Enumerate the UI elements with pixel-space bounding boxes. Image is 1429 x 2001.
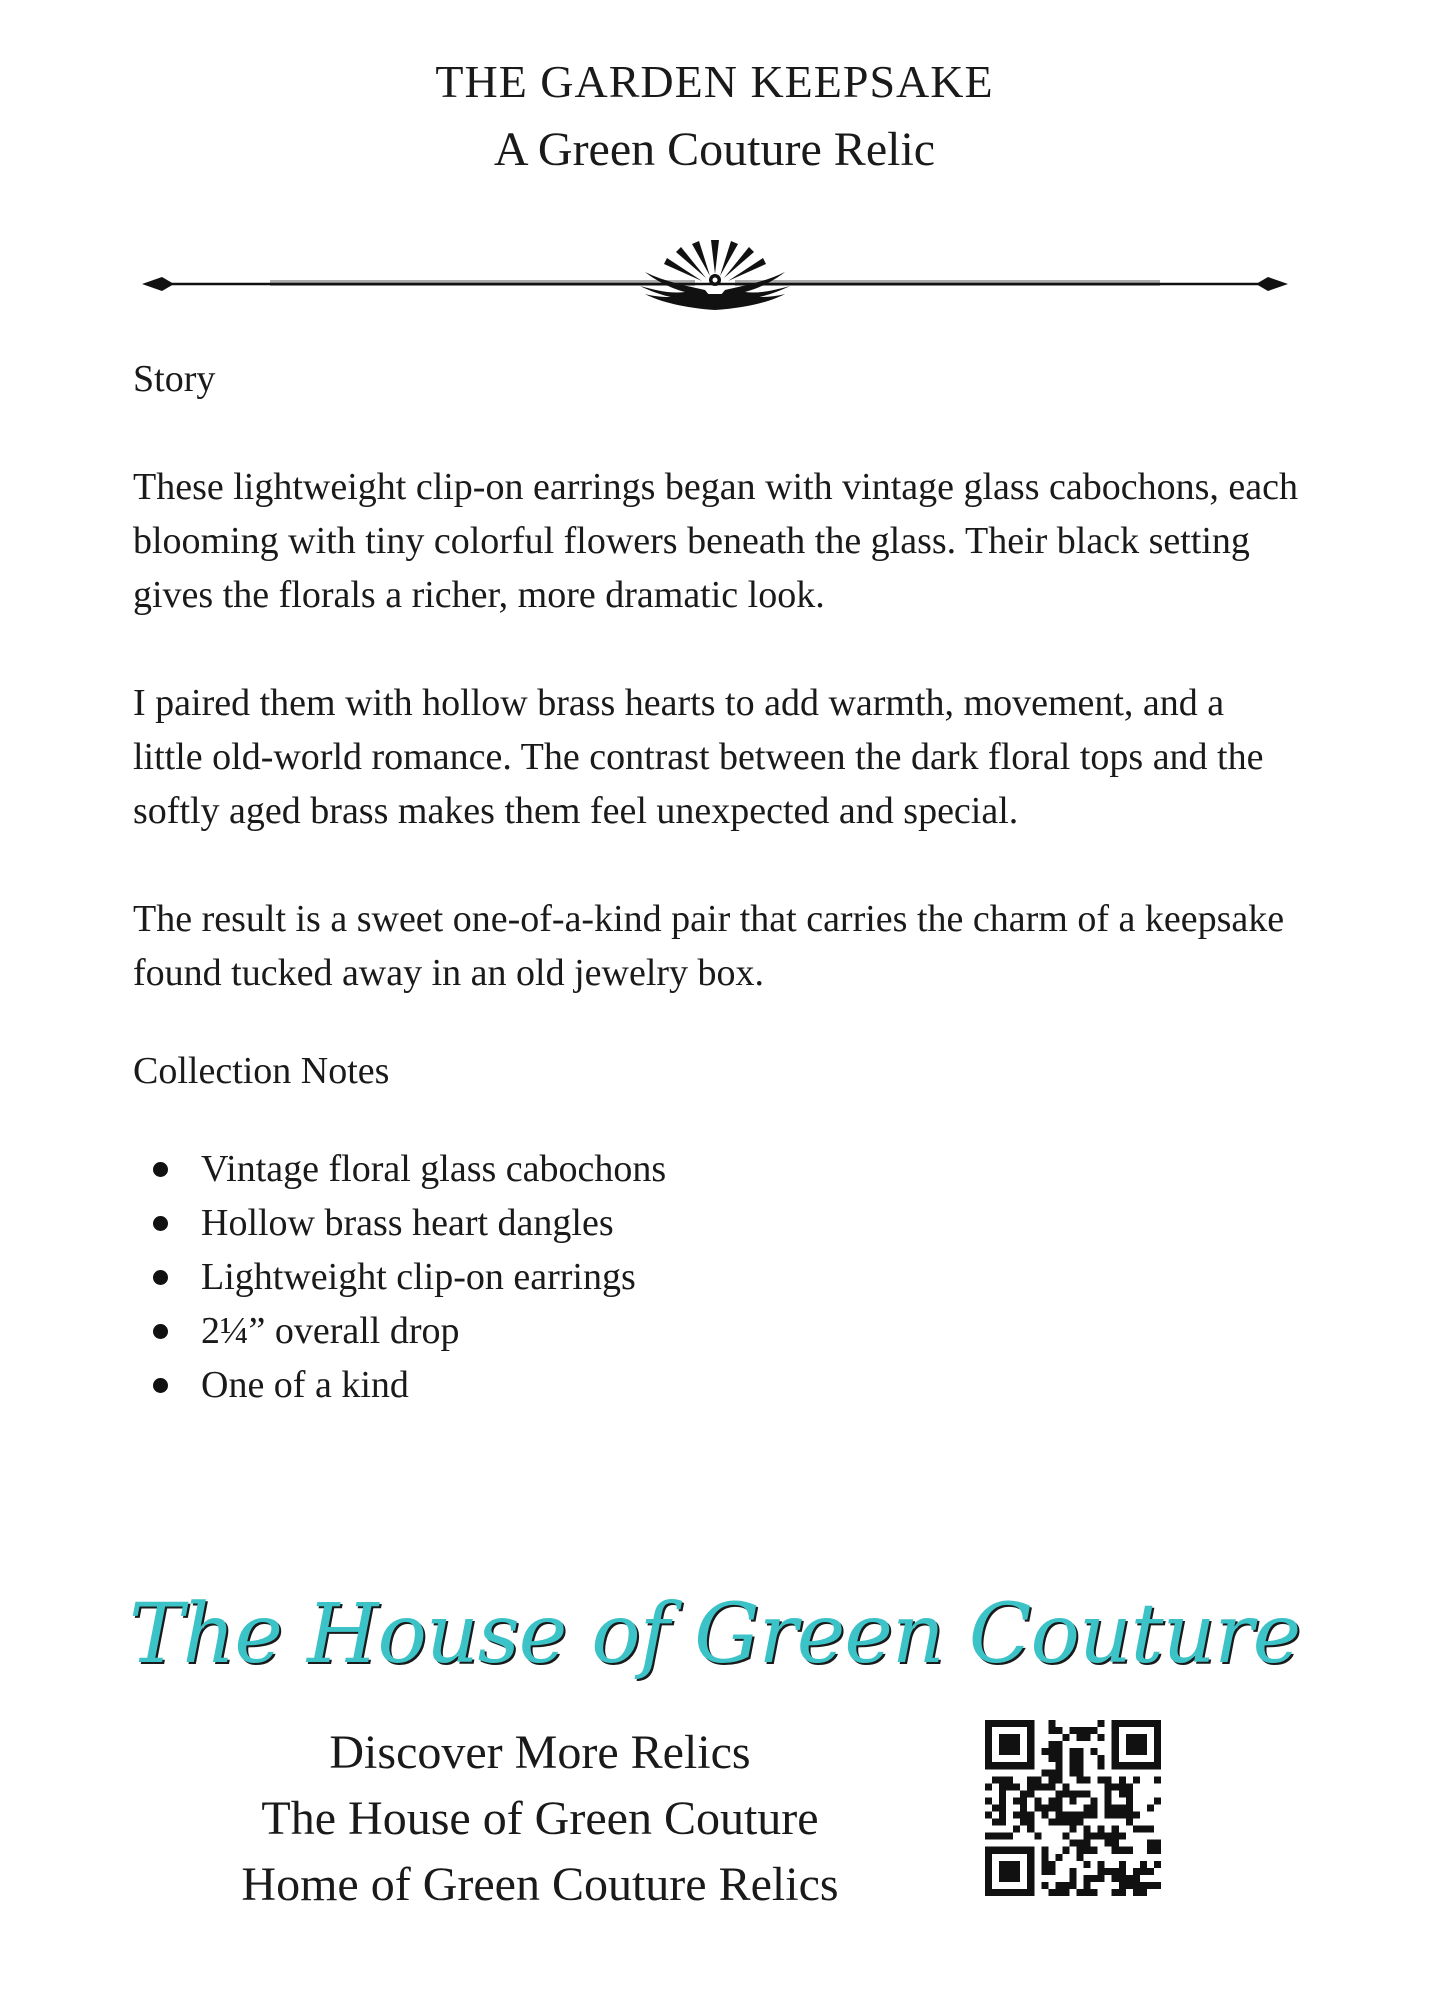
story-label: Story (133, 358, 216, 400)
list-item (133, 1142, 1303, 1196)
bullet-icon (153, 1270, 168, 1285)
list-item (133, 1358, 1303, 1412)
list-item-text: 2¼” overall drop (201, 1310, 460, 1352)
footer-line: Discover More Relics (329, 1726, 751, 1779)
list-item (133, 1196, 1303, 1250)
collection-notes-label: Collection Notes (133, 1050, 390, 1092)
ornamental-flourish-icon (140, 228, 1290, 328)
story-section (133, 352, 1303, 1412)
brand-wordmark: The House of Green Couture (128, 1587, 1301, 1682)
bullet-icon (153, 1324, 168, 1339)
story-paragraph: These lightweight clip-on earrings began with vintage glass cabochons, each blooming with tiny colorful flowers beneath the glass. Their black setting gives the florals a richer, more dramatic look. (133, 466, 1298, 616)
page-title: THE GARDEN KEEPSAKE (435, 56, 994, 107)
footer-links (170, 1720, 910, 1918)
story-paragraph: I paired them with hollow brass hearts to add warmth, movement, and a little old-world romance. The contrast between the dark floral tops and the softly aged brass makes them feel unexpected and special. (133, 682, 1264, 832)
list-item-text: Hollow brass heart dangles (201, 1202, 614, 1244)
footer-line: The House of Green Couture (261, 1792, 819, 1845)
bullet-icon (153, 1162, 168, 1177)
bullet-icon (153, 1216, 168, 1231)
story-paragraph: The result is a sweet one-of-a-kind pair that carries the charm of a keepsake found tucked away in an old jewelry box. (133, 898, 1285, 994)
list-item-text: Vintage floral glass cabochons (201, 1148, 667, 1190)
list-item (133, 1250, 1303, 1304)
header (0, 48, 1429, 184)
collection-notes-list (133, 1142, 1303, 1412)
footer-line: Home of Green Couture Relics (241, 1858, 839, 1911)
list-item (133, 1304, 1303, 1358)
page-subtitle: A Green Couture Relic (493, 123, 936, 176)
qr-code-icon[interactable] (985, 1720, 1161, 1896)
list-item-text: One of a kind (201, 1364, 409, 1406)
bullet-icon (153, 1378, 168, 1393)
list-item-text: Lightweight clip-on earrings (201, 1256, 636, 1298)
